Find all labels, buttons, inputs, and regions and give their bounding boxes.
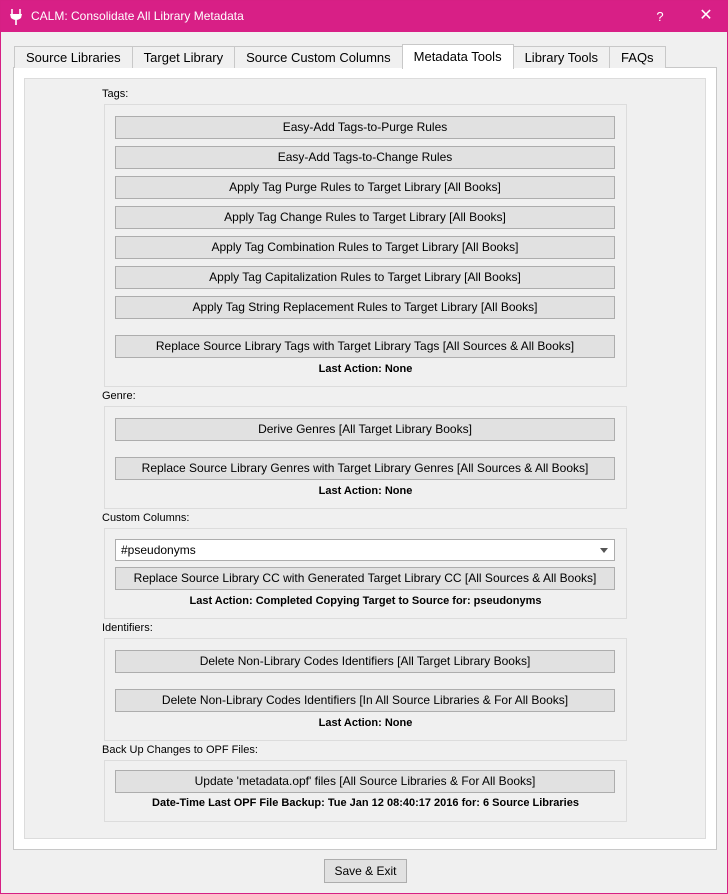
- replace-source-genres-button[interactable]: Replace Source Library Genres with Target Library Genres [All Sources & All Books]: [115, 457, 615, 480]
- identifiers-section-label: Identifiers:: [102, 622, 153, 634]
- easy-add-tags-purge-button[interactable]: Easy-Add Tags-to-Purge Rules: [115, 116, 615, 139]
- custom-columns-status: Last Action: Completed Copying Target to Source for: pseudonyms: [189, 595, 542, 607]
- title-bar[interactable]: [1, 1, 727, 32]
- help-button[interactable]: ?: [656, 9, 664, 24]
- apply-tag-string-replacement-button[interactable]: Apply Tag String Replacement Rules to Target Library [All Books]: [115, 296, 615, 319]
- tab-library-tools[interactable]: Library Tools: [513, 46, 610, 68]
- apply-tag-combination-button[interactable]: Apply Tag Combination Rules to Target Library [All Books]: [115, 236, 615, 259]
- backup-section-label: Back Up Changes to OPF Files:: [102, 744, 258, 756]
- custom-columns-section-label: Custom Columns:: [102, 512, 190, 524]
- delete-target-identifiers-button[interactable]: Delete Non-Library Codes Identifiers [All Target Library Books]: [115, 650, 615, 673]
- replace-source-tags-button[interactable]: Replace Source Library Tags with Target Library Tags [All Sources & All Books]: [115, 335, 615, 358]
- close-button[interactable]: ✕: [699, 7, 713, 24]
- apply-tag-change-button[interactable]: Apply Tag Change Rules to Target Library [All Books]: [115, 206, 615, 229]
- apply-tag-capitalization-button[interactable]: Apply Tag Capitalization Rules to Target Library [All Books]: [115, 266, 615, 289]
- window-title: CALM: Consolidate All Library Metadata: [31, 9, 244, 23]
- apply-tag-purge-button[interactable]: Apply Tag Purge Rules to Target Library [All Books]: [115, 176, 615, 199]
- tab-source-libraries[interactable]: Source Libraries: [14, 46, 133, 68]
- derive-genres-button[interactable]: Derive Genres [All Target Library Books]: [115, 418, 615, 441]
- backup-status: Date-Time Last OPF File Backup: Tue Jan 12 08:40:17 2016 for: 6 Source Libraries: [152, 797, 579, 809]
- replace-source-cc-button[interactable]: Replace Source Library CC with Generated Target Library CC [All Sources & All Books]: [115, 567, 615, 590]
- custom-column-selected-value: #pseudonyms: [121, 543, 196, 557]
- tags-status: Last Action: None: [318, 363, 413, 375]
- tags-section-label: Tags:: [102, 88, 129, 100]
- genre-section-label: Genre:: [102, 390, 136, 402]
- chevron-down-icon: [600, 548, 608, 553]
- tab-bar: [14, 44, 665, 68]
- tab-source-custom-columns[interactable]: Source Custom Columns: [234, 46, 403, 68]
- update-metadata-opf-button[interactable]: Update 'metadata.opf' files [All Source Libraries & For All Books]: [115, 770, 615, 793]
- app-plug-icon: [9, 8, 23, 26]
- identifiers-status: Last Action: None: [318, 717, 413, 729]
- tab-target-library[interactable]: Target Library: [132, 46, 235, 68]
- save-exit-button[interactable]: Save & Exit: [324, 859, 407, 883]
- custom-column-select[interactable]: [115, 539, 615, 561]
- genre-status: Last Action: None: [318, 485, 413, 497]
- delete-source-identifiers-button[interactable]: Delete Non-Library Codes Identifiers [In All Source Libraries & For All Books]: [115, 689, 615, 712]
- tab-metadata-tools[interactable]: Metadata Tools: [402, 44, 514, 69]
- easy-add-tags-change-button[interactable]: Easy-Add Tags-to-Change Rules: [115, 146, 615, 169]
- tab-faqs[interactable]: FAQs: [609, 46, 666, 68]
